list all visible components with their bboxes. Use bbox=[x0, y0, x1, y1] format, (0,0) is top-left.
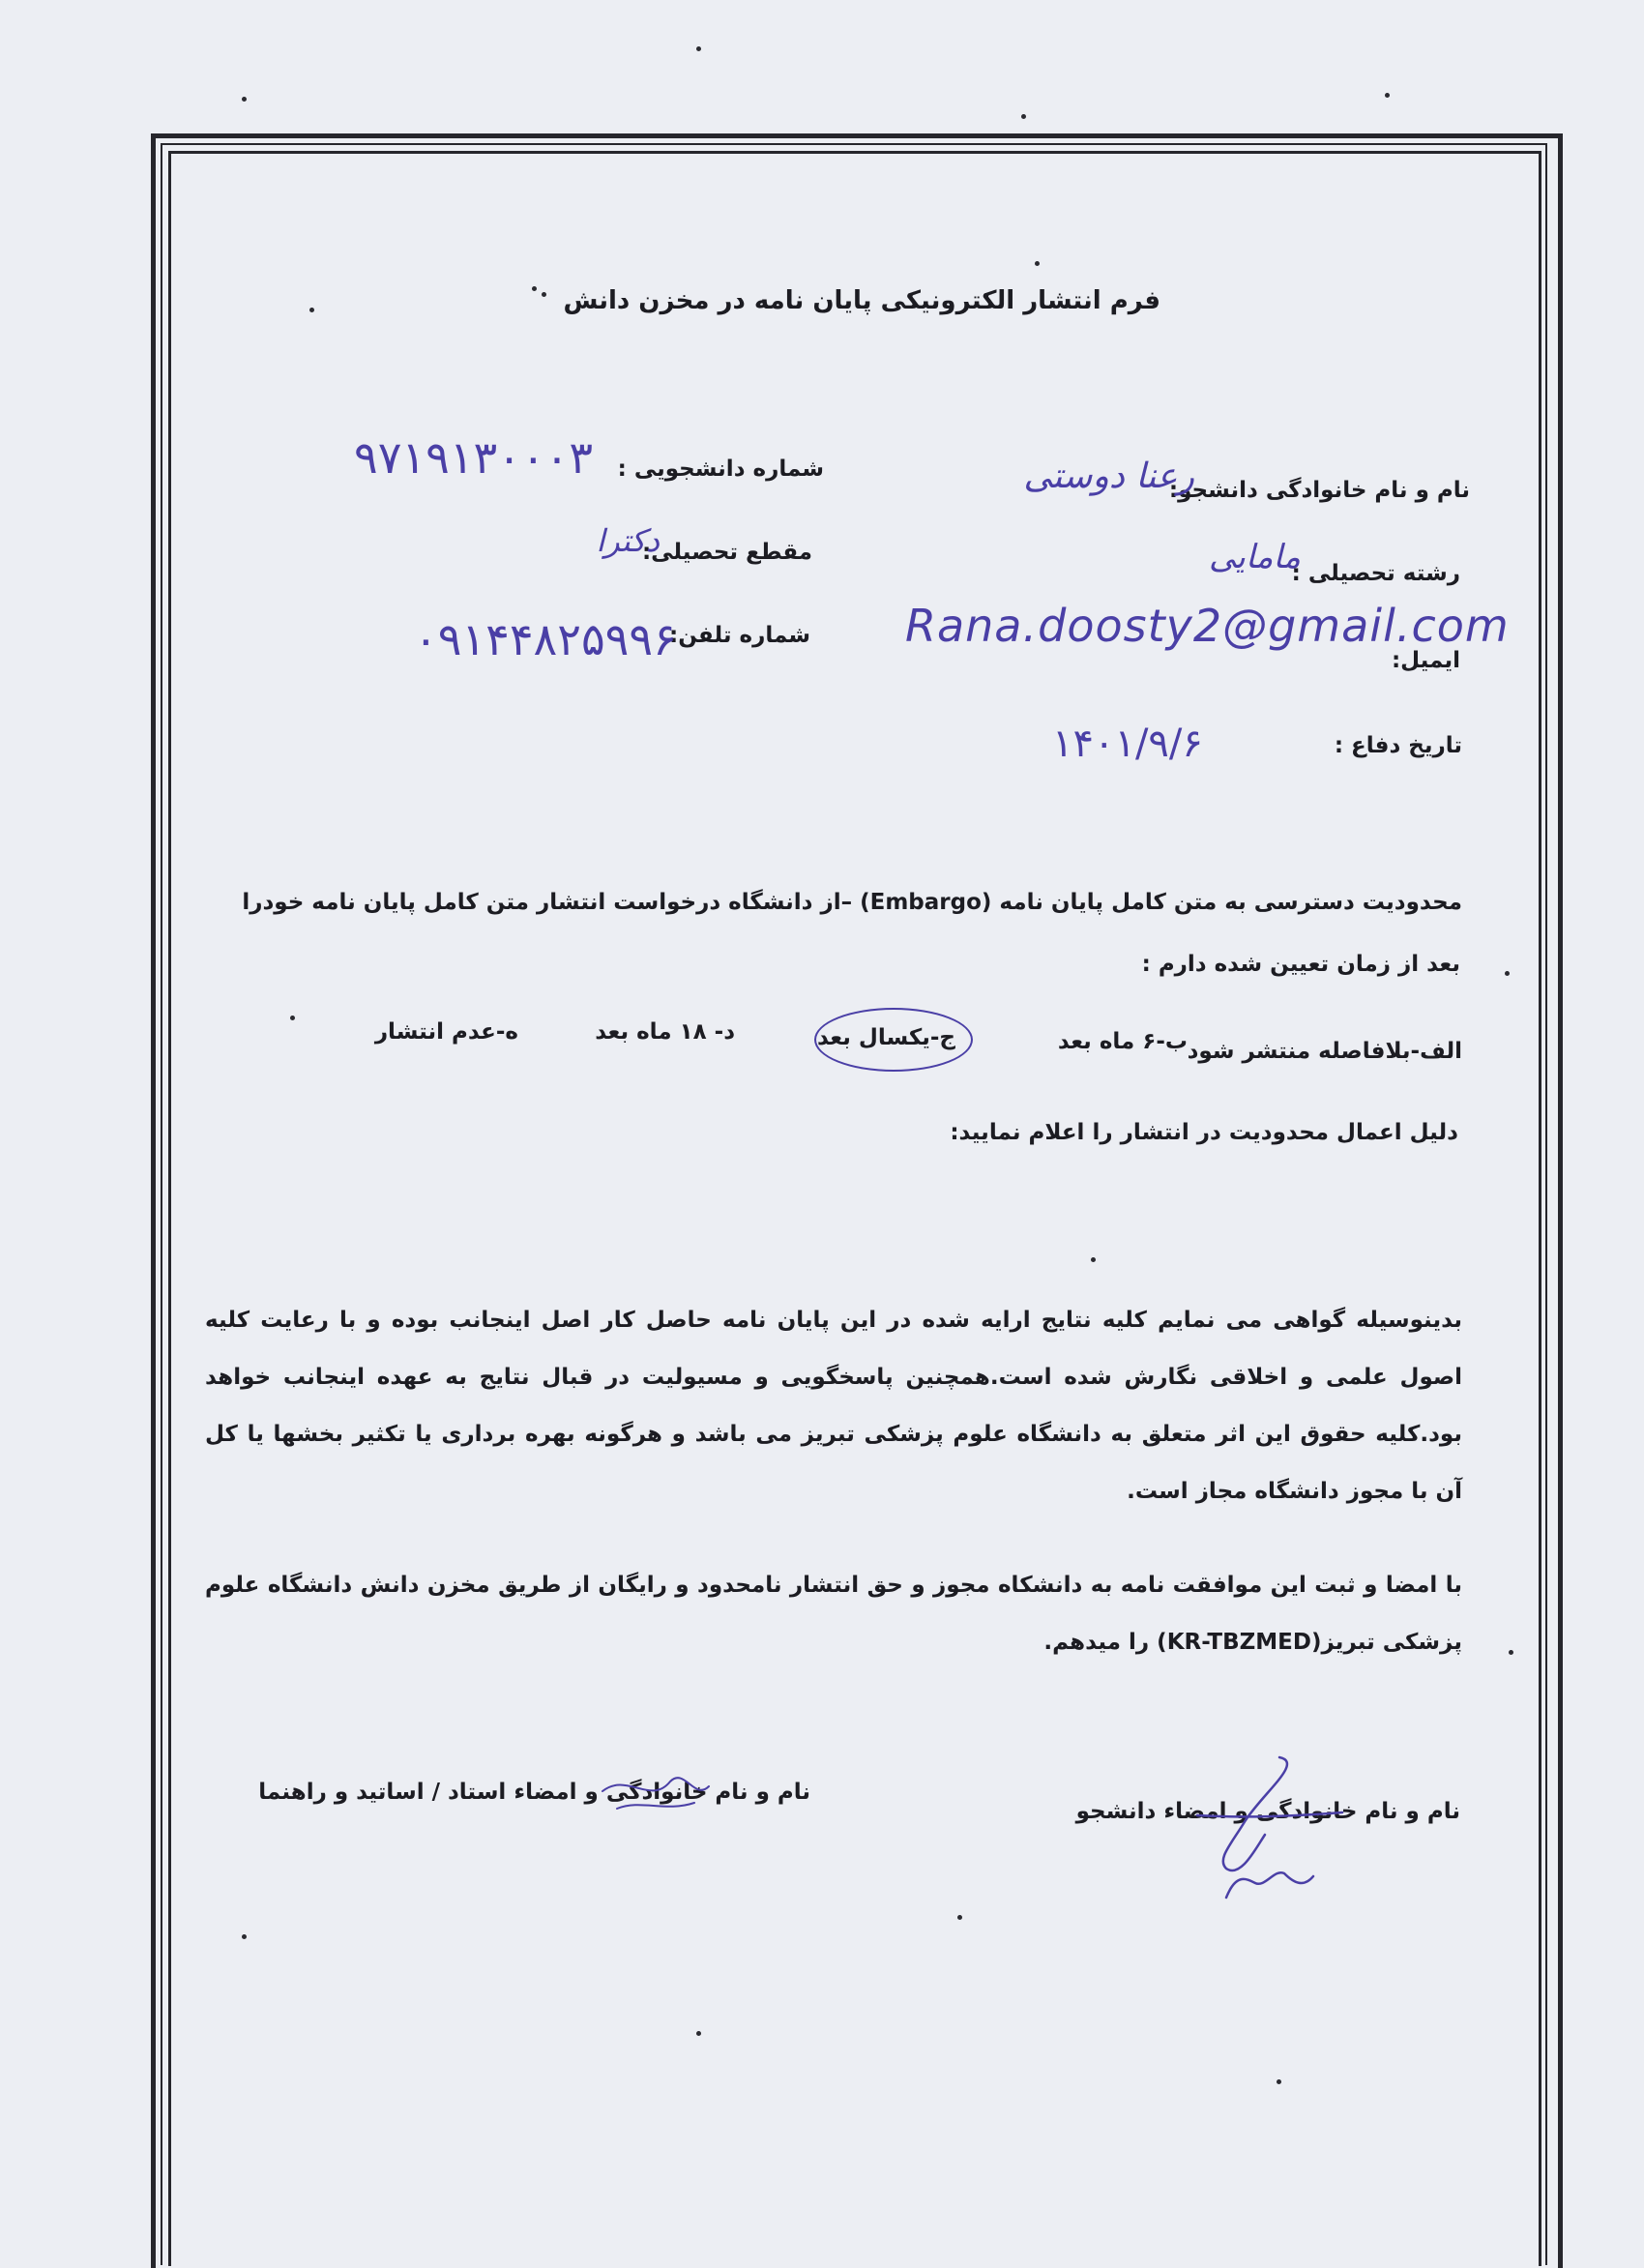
embargo-option-18-months[interactable]: د- ۱۸ ماه بعد bbox=[595, 1019, 735, 1045]
advisor-signature-label: نام و نام خانوادگی و امضاء استاد / اساتید و راهنما bbox=[258, 1780, 810, 1805]
student-number-label: شماره دانشجویی : bbox=[617, 457, 824, 482]
embargo-option-1-year[interactable]: ج-یکسال بعد bbox=[816, 1025, 955, 1050]
scan-speck bbox=[957, 1915, 962, 1920]
embargo-text-line2: بعد از زمان تعیین شده دارم : bbox=[1141, 952, 1460, 977]
student-name-value[interactable]: رعنا دوستی bbox=[1023, 457, 1194, 496]
student-name-label: نام و نام خانوادگی دانشجو: bbox=[1168, 478, 1470, 503]
scan-speck bbox=[542, 292, 546, 297]
embargo-text-line1: محدودیت دسترسی به متن کامل پایان نامه (Embargo) –از دانشگاه درخواست انتشار متن کامل پایان نامه خودرا bbox=[242, 890, 1462, 915]
phone-label: شماره تلفن: bbox=[669, 623, 810, 648]
embargo-reason-label: دلیل اعمال محدودیت در انتشار را اعلام نمایید: bbox=[950, 1120, 1458, 1145]
scan-speck bbox=[1277, 2079, 1281, 2084]
advisor-signature bbox=[598, 1753, 723, 1820]
form-title: فرم انتشار الکترونیکی پایان نامه در مخزن دانش bbox=[563, 286, 1160, 315]
scan-speck bbox=[242, 97, 247, 102]
embargo-option-no-publish[interactable]: ه-عدم انتشار bbox=[374, 1019, 518, 1045]
scan-speck bbox=[1385, 93, 1390, 98]
scan-speck bbox=[696, 46, 701, 51]
student-number-value[interactable]: ۹۷۱۹۱۳۰۰۰۳ bbox=[354, 431, 594, 484]
student-signature-label: نام و نام خانوادگی و امضاء دانشجو bbox=[1075, 1799, 1460, 1824]
email-label: ایمیل: bbox=[1391, 648, 1460, 673]
student-signature bbox=[1188, 1753, 1362, 1907]
scan-speck bbox=[1505, 971, 1510, 976]
defense-date-label: تاریخ دفاع : bbox=[1334, 733, 1462, 758]
scan-speck bbox=[532, 286, 537, 291]
scan-speck bbox=[242, 1934, 247, 1939]
degree-label: مقطع تحصیلی: bbox=[641, 540, 812, 565]
email-value[interactable]: Rana.doosty2@gmail.com bbox=[905, 600, 1510, 652]
phone-value[interactable]: ۰۹۱۴۴۸۲۵۹۹۶ bbox=[414, 613, 677, 665]
major-value[interactable]: مامایی bbox=[1209, 538, 1301, 576]
scan-speck bbox=[309, 308, 314, 312]
scan-speck bbox=[696, 2031, 701, 2036]
scan-speck bbox=[1509, 1650, 1513, 1655]
consent-paragraph: با امضا و ثبت این موافقت نامه به دانشکاه مجوز و حق انتشار نامحدود و رایگان از طریق مخزن دانش دانشگاه علوم پزشکی تبریز(KR-TBZMED) را میدهم. bbox=[205, 1573, 1462, 1655]
scan-speck bbox=[1021, 114, 1026, 119]
degree-value[interactable]: دکترا bbox=[596, 522, 660, 559]
major-label: رشته تحصیلی : bbox=[1291, 561, 1460, 586]
scan-speck bbox=[290, 1016, 295, 1020]
scan-speck bbox=[1091, 1257, 1096, 1262]
defense-date-value[interactable]: ۱۴۰۱/۹/۶ bbox=[1052, 722, 1203, 766]
embargo-option-immediate[interactable]: الف-بلافاصله منتشر شود bbox=[1187, 1039, 1462, 1064]
embargo-option-6-months[interactable]: ب-۶ ماه بعد bbox=[1057, 1029, 1188, 1054]
declaration-paragraph: بدینوسیله گواهی می نمایم کلیه نتایج ارایه شده در این پایان نامه حاصل کار اصل اینجانب بوده و با رعایت کلیه اصول علمی و اخلاقی نگارش شده است.همچنین پاسخگویی و مسیولیت در قبال نتایج به عهده اینجانب خواهد بود.کلیه حقوق این اثر متعلق به دانشگاه علوم پزشکی تبریز می باشد و هرگونه بهره برداری یا تکثیر بخشها یا کل آن با مجوز دانشگاه مجاز است. bbox=[205, 1308, 1462, 1504]
scan-speck bbox=[1035, 261, 1040, 266]
